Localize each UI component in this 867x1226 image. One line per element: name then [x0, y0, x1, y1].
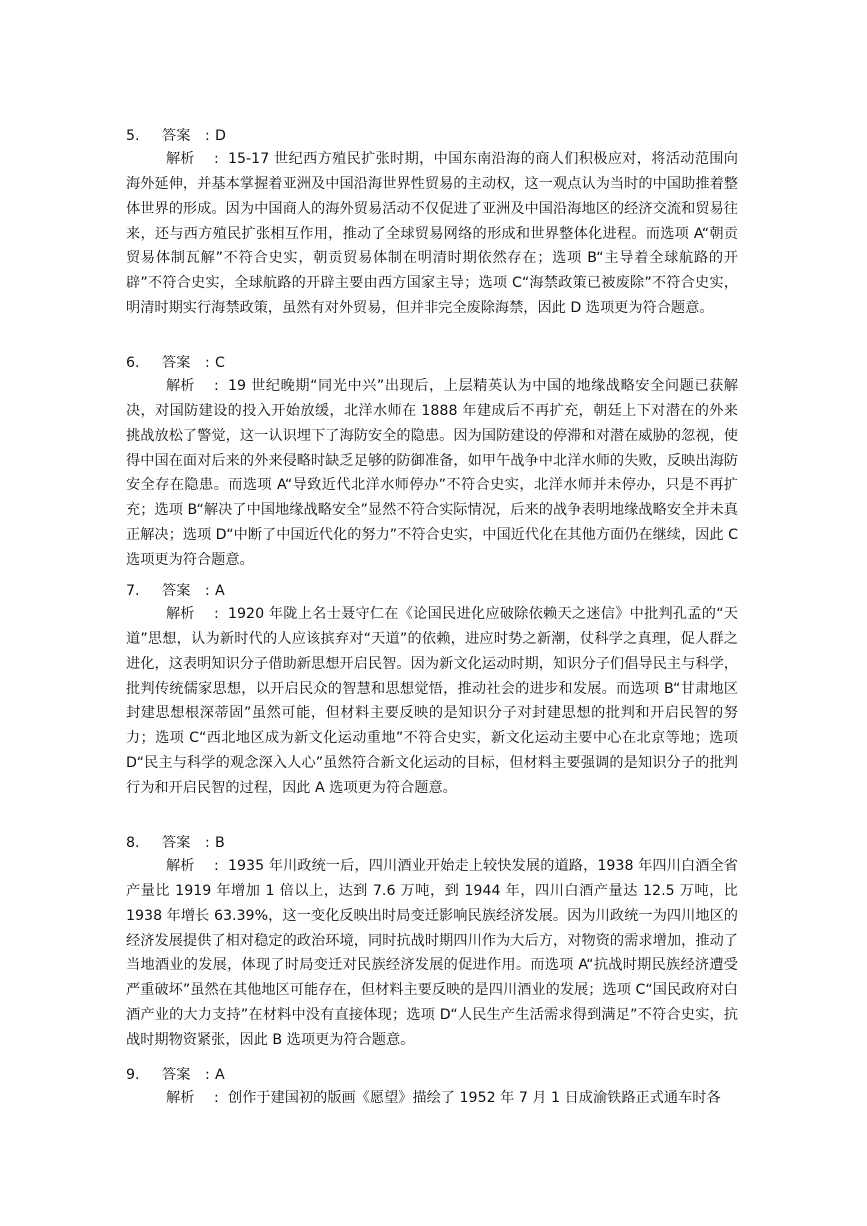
- answer-label: 答案: [162, 1067, 191, 1083]
- colon: :: [214, 378, 219, 394]
- answer-item-9: [126, 1065, 738, 1111]
- analysis-label: 解析: [166, 151, 195, 167]
- answer-value: D: [215, 128, 226, 144]
- colon: :: [214, 606, 219, 622]
- colon: :: [205, 128, 210, 144]
- answer-item-5: [126, 126, 738, 321]
- analysis-text: 1920 年陇上名士聂守仁在《论国民进化应破除依赖天之迷信》中批判孔孟的“天道”思想，认为新时代的人应该摈弃对“天道”的依赖，进应时势之新潮，仗科学之真理，促人群之进化，这表明知识分子借助新思想开启民智。因为新文化运动时期，知识分子们倡导民主与科学，批判传统儒家思想，以开启民众的智慧和思想觉悟，推动社会的进步和发展。而选项 B“甘肃地区封建思想根深蒂固”虽然可能，但材料主要反映的是知识分子对封建思想的批判和开启民智的努力；选项 C“西北地区成为新文化运动重地”不符合史实，新文化运动主要中心在北京等地；选项 D“民主与科学的观念深入人心”虽然符合新文化运动的目标，但材料主要强调的是知识分子的批判行为和开启民智的过程，因此 A 选项更为符合题意。: [126, 606, 738, 796]
- answer-line: [126, 353, 738, 374]
- answer-item-6: [126, 353, 738, 573]
- question-number: 9.: [126, 1067, 140, 1083]
- analysis-paragraph: [126, 147, 738, 321]
- colon: :: [214, 151, 219, 167]
- answer-line: [126, 581, 738, 602]
- question-number: 5.: [126, 128, 140, 144]
- answer-label: 答案: [162, 835, 191, 851]
- answer-item-8: [126, 833, 738, 1053]
- analysis-text: 创作于建国初的版画《愿望》描绘了 1952 年 7 月 1 日成渝铁路正式通车时各: [228, 1090, 721, 1106]
- colon: :: [205, 355, 210, 371]
- colon: :: [205, 583, 210, 599]
- colon: :: [205, 1067, 210, 1083]
- answer-label: 答案: [162, 355, 191, 371]
- answer-label: 答案: [162, 583, 191, 599]
- answer-line: [126, 833, 738, 854]
- answer-value: A: [215, 1067, 225, 1083]
- answer-value: C: [215, 355, 225, 371]
- analysis-paragraph: [126, 854, 738, 1053]
- colon: :: [205, 835, 210, 851]
- analysis-label: 解析: [166, 1090, 195, 1106]
- analysis-text: 1935 年川政统一后，四川酒业开始走上较快发展的道路，1938 年四川白酒全省产量比 1919 年增加 1 倍以上，达到 7.6 万吨，到 1944 年，四川白酒产量达 12.5 万吨，比 1938 年增长 63.39%，这一变化反映出时局变迁影响民族经济发展。因为川政统一为四川地区的经济发展提供了相对稳定的政治环境，同时抗战时期四川作为大后方，对物资的需求增加，推动了当地酒业的发展，体现了时局变迁对民族经济发展的促进作用。而选项 A“抗战时期民族经济遭受严重破坏”虽然在其他地区可能存在，但材料主要反映的是四川酒业的发展；选项 C“国民政府对白酒产业的大力支持”在材料中没有直接体现；选项 D“人民生产生活需求得到满足”不符合史实，抗战时期物资紧张，因此 B 选项更为符合题意。: [126, 858, 738, 1048]
- answer-value: B: [215, 835, 225, 851]
- analysis-label: 解析: [166, 606, 195, 622]
- colon: :: [214, 1090, 219, 1106]
- answer-line: [126, 126, 738, 147]
- answer-line: [126, 1065, 738, 1086]
- analysis-text: 15-17 世纪西方殖民扩张时期，中国东南沿海的商人们积极应对，将活动范围向海外延伸，并基本掌握着亚洲及中国沿海世界性贸易的主动权，这一观点认为当时的中国助推着整体世界的形成。因为中国商人的海外贸易活动不仅促进了亚洲及中国沿海地区的经济交流和贸易往来，还与西方殖民扩张相互作用，推动了全球贸易网络的形成和世界整体化进程。而选项 A“朝贡贸易体制瓦解”不符合史实，朝贡贸易体制在明清时期依然存在；选项 B“主导着全球航路的开辟”不符合史实，全球航路的开辟主要由西方国家主导；选项 C“海禁政策已被废除”不符合史实，明清时期实行海禁政策，虽然有对外贸易，但并非完全废除海禁，因此 D 选项更为符合题意。: [126, 151, 738, 317]
- answer-item-7: [126, 581, 738, 801]
- analysis-label: 解析: [166, 378, 195, 394]
- question-number: 8.: [126, 835, 140, 851]
- question-number: 7.: [126, 583, 140, 599]
- analysis-label: 解析: [166, 858, 195, 874]
- answer-label: 答案: [162, 128, 191, 144]
- answer-value: A: [215, 583, 225, 599]
- analysis-text: 19 世纪晚期“同光中兴”出现后，上层精英认为中国的地缘战略安全问题已获解决，对国防建设的投入开始放缓，北洋水师在 1888 年建成后不再扩充，朝廷上下对潜在的外来挑战放松了警觉，这一认识埋下了海防安全的隐患。因为国防建设的停滞和对潜在威胁的忽视，使得中国在面对后来的外来侵略时缺乏足够的防御准备，如甲午战争中北洋水师的失败，反映出海防安全存在隐患。而选项 A“导致近代北洋水师停办”不符合史实，北洋水师并未停办，只是不再扩充；选项 B“解决了中国地缘战略安全”显然不符合实际情况，后来的战争表明地缘战略安全并未真正解决；选项 D“中断了中国近代化的努力”不符合史实，中国近代化在其他方面仍在继续，因此 C 选项更为符合题意。: [126, 378, 738, 568]
- analysis-paragraph: [126, 1086, 738, 1111]
- analysis-paragraph: [126, 602, 738, 801]
- question-number: 6.: [126, 355, 140, 371]
- analysis-paragraph: [126, 374, 738, 573]
- colon: :: [214, 858, 219, 874]
